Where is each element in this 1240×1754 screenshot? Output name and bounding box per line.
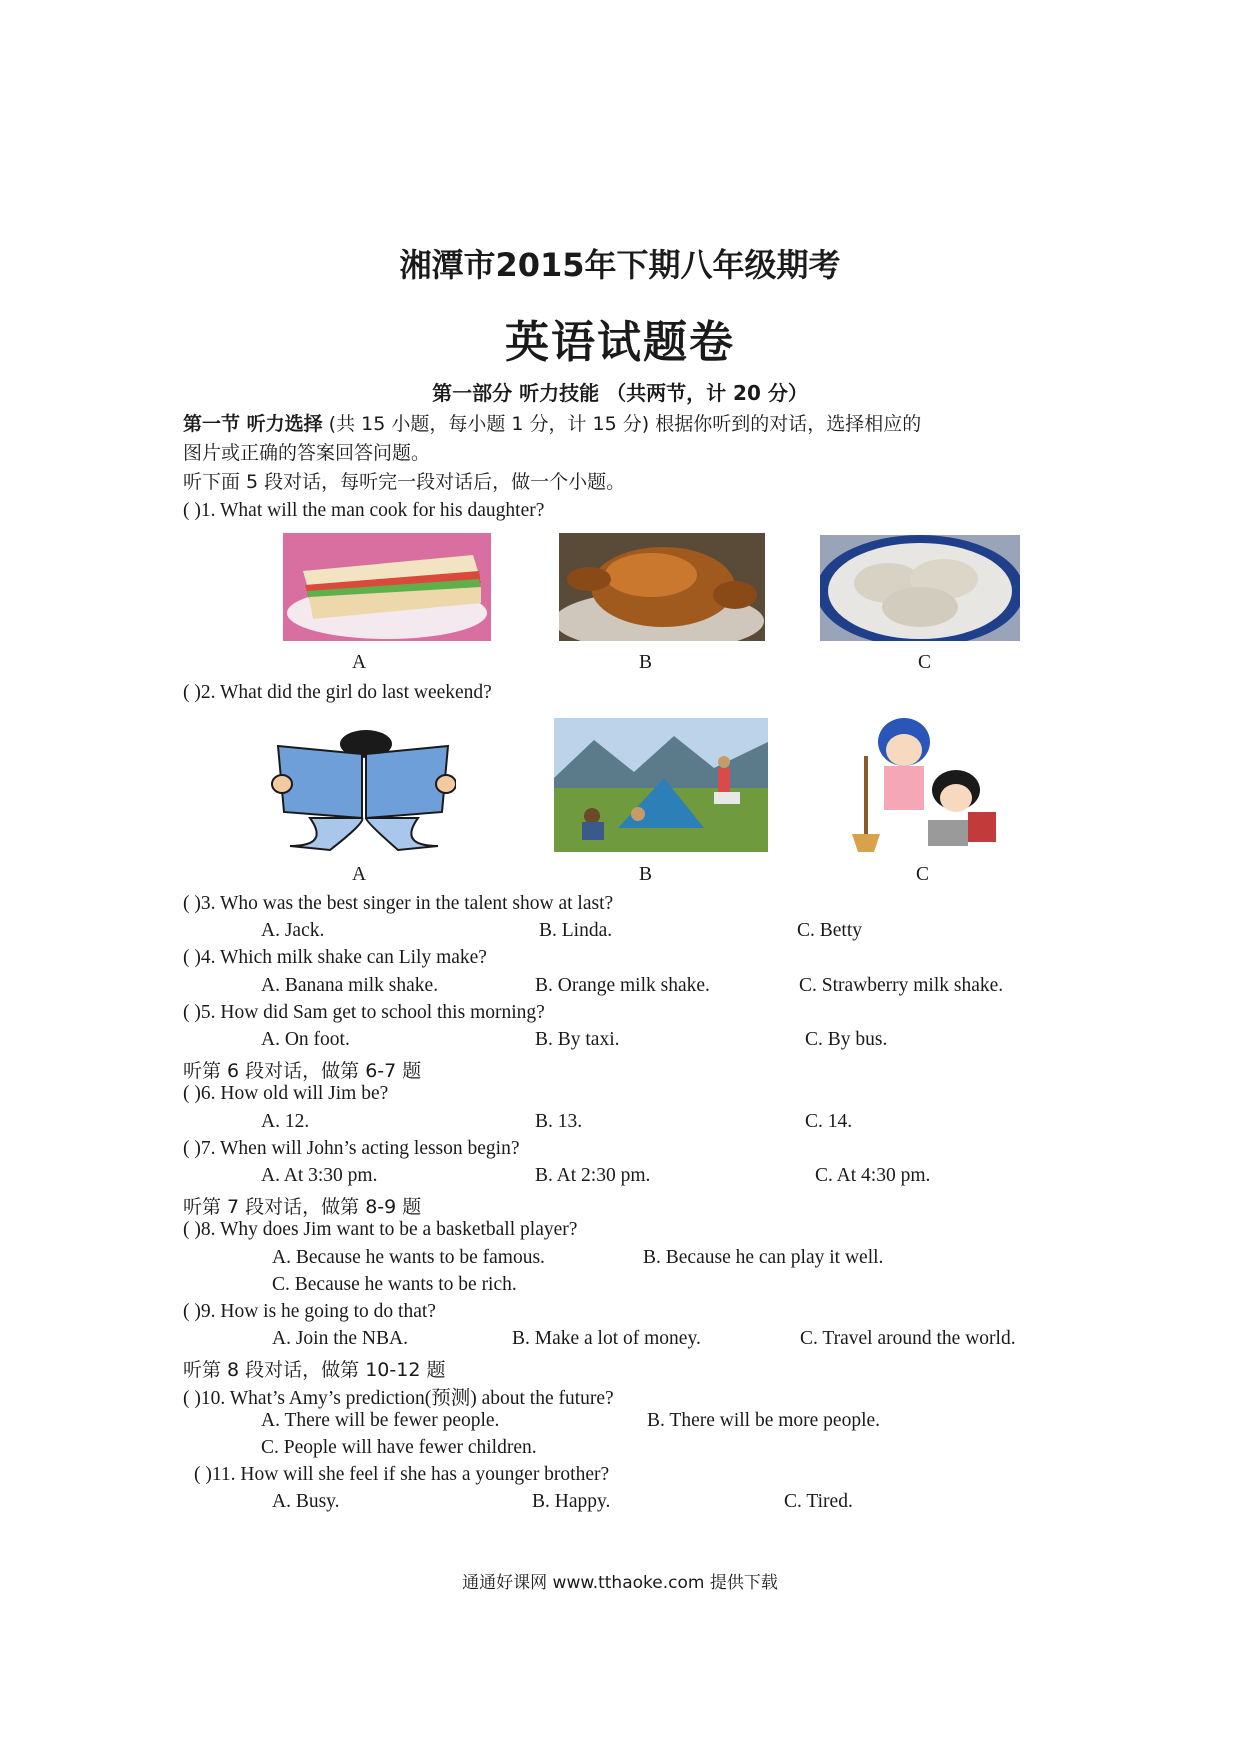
question-7: ( )7. When will John’s acting lesson begin? bbox=[183, 1138, 520, 1159]
image-dumplings bbox=[820, 535, 1020, 641]
q2-label-b: B bbox=[639, 864, 653, 885]
q11-option-a: A. Busy. bbox=[272, 1491, 340, 1512]
q1-label-b: B bbox=[639, 652, 653, 673]
q9-option-b: B. Make a lot of money. bbox=[512, 1328, 701, 1349]
group-6-heading: 听第 6 段对话，做第 6-7 题 bbox=[183, 1060, 422, 1082]
question-3: ( )3. Who was the best singer in the talent show at last? bbox=[183, 893, 614, 914]
q7-option-b: B. At 2:30 pm. bbox=[535, 1165, 651, 1186]
q8-option-c: C. Because he wants to be rich. bbox=[272, 1274, 517, 1295]
q10-option-c: C. People will have fewer children. bbox=[261, 1437, 537, 1458]
section-name: 第一节 听力选择 bbox=[183, 413, 323, 435]
question-8: ( )8. Why does Jim want to be a basketball player? bbox=[183, 1219, 578, 1240]
page-footer: 通通好课网 www.tthaoke.com 提供下载 bbox=[462, 1573, 778, 1593]
q2-label-a: A bbox=[352, 864, 367, 885]
section-intro-line1 bbox=[183, 409, 921, 436]
question-9: ( )9. How is he going to do that? bbox=[183, 1301, 436, 1322]
q11-option-b: B. Happy. bbox=[532, 1491, 611, 1512]
q8-option-a: A. Because he wants to be famous. bbox=[272, 1247, 545, 1268]
q5-option-a: A. On foot. bbox=[261, 1029, 350, 1050]
q1-label-c: C bbox=[918, 652, 932, 673]
q3-option-b: B. Linda. bbox=[539, 920, 613, 941]
q10-option-a: A. There will be fewer people. bbox=[261, 1410, 500, 1431]
q7-option-a: A. At 3:30 pm. bbox=[261, 1165, 378, 1186]
image-sandwich bbox=[283, 533, 491, 641]
question-4: ( )4. Which milk shake can Lily make? bbox=[183, 947, 487, 968]
q9-option-a: A. Join the NBA. bbox=[272, 1328, 408, 1349]
q9-option-c: C. Travel around the world. bbox=[800, 1328, 1016, 1349]
section-listen-intro: 听下面 5 段对话，每听完一段对话后，做一个小题。 bbox=[183, 471, 626, 493]
q1-label-a: A bbox=[352, 652, 367, 673]
q5-option-b: B. By taxi. bbox=[535, 1029, 620, 1050]
question-11: ( )11. How will she feel if she has a younger brother? bbox=[194, 1464, 610, 1485]
section-instruction: (共 15 小题，每小题 1 分，计 15 分) 根据你听到的对话，选择相应的 bbox=[328, 413, 922, 435]
question-6: ( )6. How old will Jim be? bbox=[183, 1083, 389, 1104]
group-7-heading: 听第 7 段对话，做第 8-9 题 bbox=[183, 1196, 422, 1218]
part-heading: 第一部分 听力技能 （共两节，计 20 分） bbox=[432, 381, 808, 405]
q4-option-a: A. Banana milk shake. bbox=[261, 975, 439, 996]
exam-title-line2: 英语试题卷 bbox=[505, 317, 735, 368]
question-1: ( )1. What will the man cook for his daughter? bbox=[183, 500, 545, 521]
exam-title-line1: 湘潭市2015年下期八年级期考 bbox=[399, 246, 841, 284]
q5-option-c: C. By bus. bbox=[805, 1029, 888, 1050]
q10-option-b: B. There will be more people. bbox=[647, 1410, 881, 1431]
image-cleaning-kids bbox=[832, 716, 1010, 854]
group-8-heading: 听第 8 段对话，做第 10-12 题 bbox=[183, 1359, 446, 1381]
q4-option-b: B. Orange milk shake. bbox=[535, 975, 710, 996]
image-roast-chicken bbox=[559, 533, 765, 641]
section-instruction-line2: 图片或正确的答案回答问题。 bbox=[183, 442, 431, 464]
q6-option-c: C. 14. bbox=[805, 1111, 853, 1132]
q7-option-c: C. At 4:30 pm. bbox=[815, 1165, 931, 1186]
q11-option-c: C. Tired. bbox=[784, 1491, 853, 1512]
question-5: ( )5. How did Sam get to school this morning? bbox=[183, 1002, 545, 1023]
q6-option-a: A. 12. bbox=[261, 1111, 310, 1132]
question-10: ( )10. What’s Amy’s prediction(预测) about the future? bbox=[183, 1388, 614, 1409]
question-2: ( )2. What did the girl do last weekend? bbox=[183, 682, 492, 703]
q4-option-c: C. Strawberry milk shake. bbox=[799, 975, 1004, 996]
q3-option-a: A. Jack. bbox=[261, 920, 325, 941]
q2-label-c: C bbox=[916, 864, 930, 885]
q6-option-b: B. 13. bbox=[535, 1111, 583, 1132]
image-camping bbox=[554, 718, 768, 852]
q3-option-c: C. Betty bbox=[797, 920, 863, 941]
image-reading-boy bbox=[270, 726, 456, 852]
q8-option-b: B. Because he can play it well. bbox=[643, 1247, 884, 1268]
